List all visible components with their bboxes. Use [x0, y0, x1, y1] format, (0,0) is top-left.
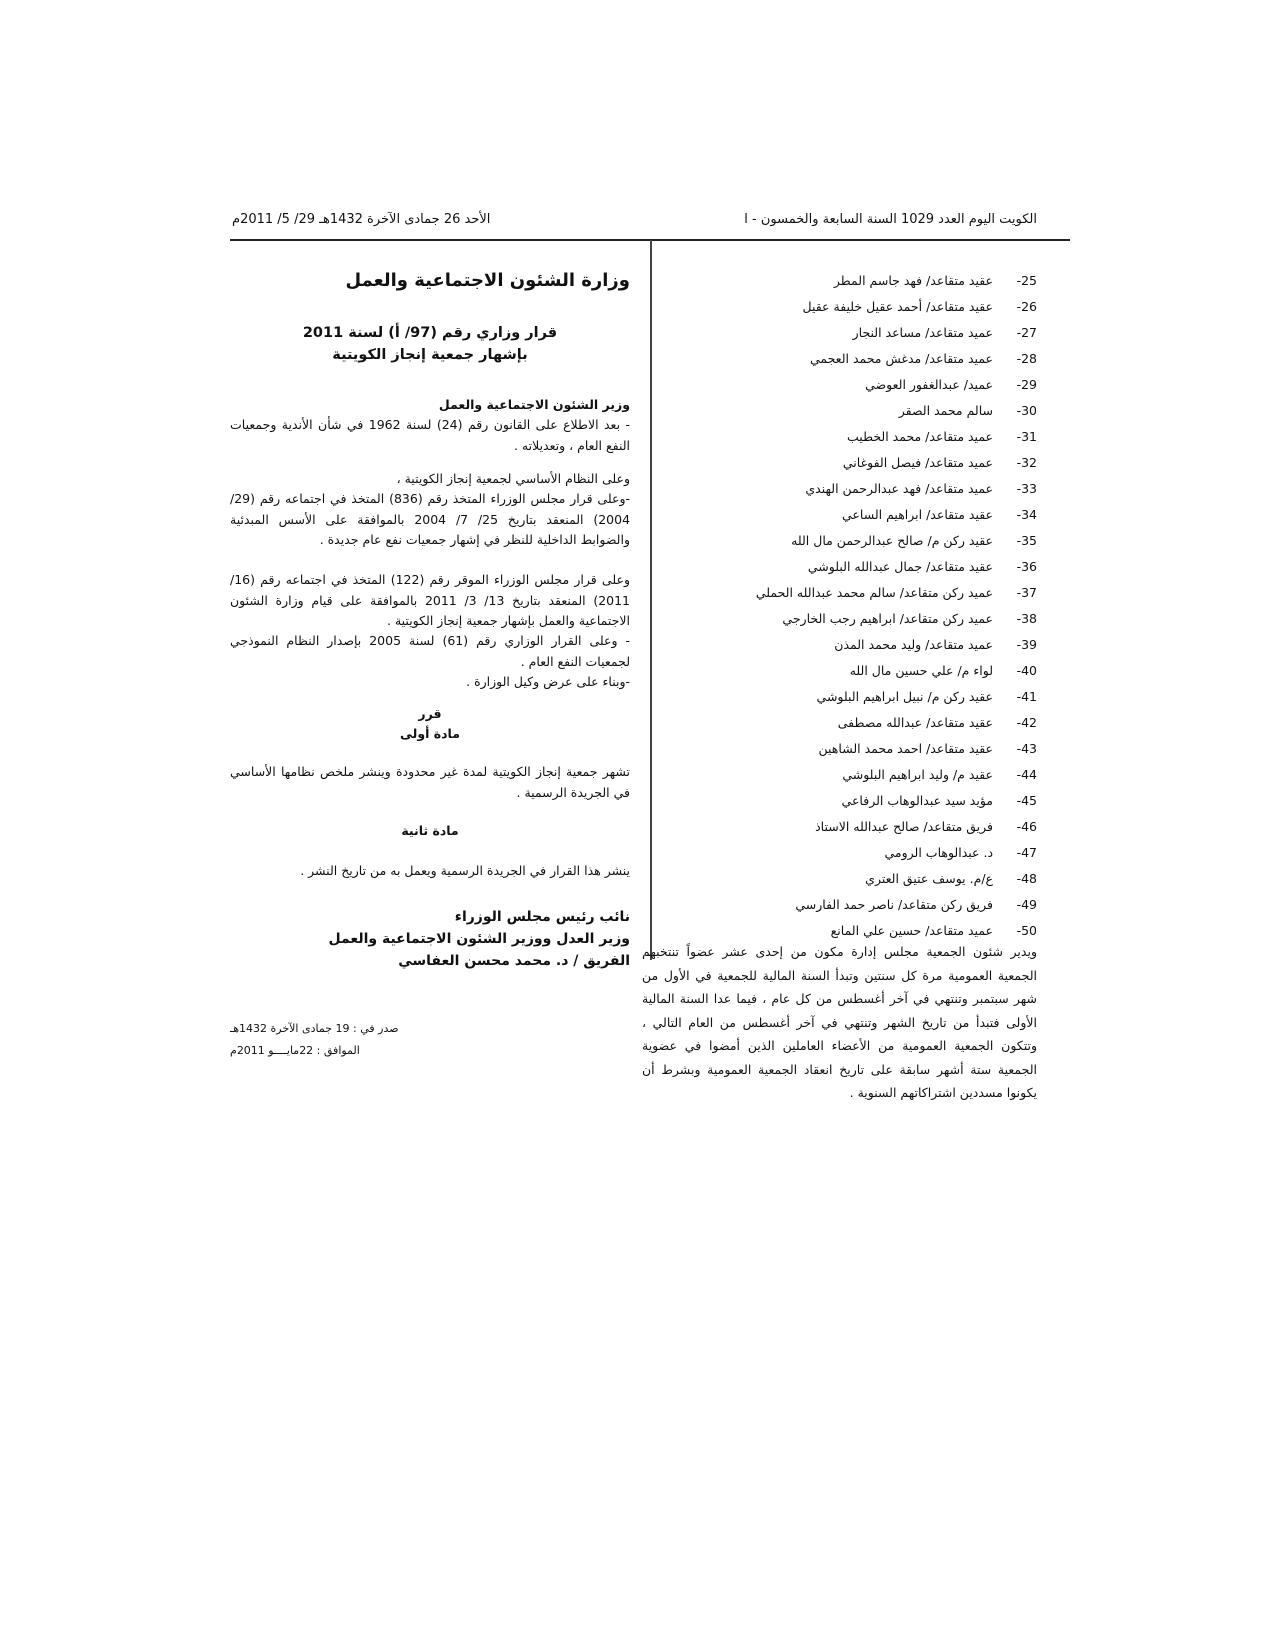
- list-item-number: 29-: [1016, 377, 1037, 392]
- list-item-number: 26-: [1016, 299, 1037, 314]
- list-item: [637, 892, 1037, 918]
- list-item: [637, 268, 1037, 294]
- list-item: [637, 398, 1037, 424]
- list-item-text: عقيد متقاعد/ أحمد عقيل خليفة عقيل: [802, 299, 994, 314]
- list-item-text: عميد متقاعد/ فيصل الفوغاني: [842, 455, 994, 470]
- list-item: [637, 476, 1037, 502]
- list-item-text: مؤيد سيد عبدالوهاب الرفاعي: [841, 793, 994, 808]
- board-paragraph: ويدير شئون الجمعية مجلس إدارة مكون من إحدى عشر عضواً تنتخبهم الجمعية العمومية مرة كل سنتين وتبدأ السنة المالية للجمعية في الأول من شهر سبتمبر وتنتهي في آخر أغسطس من كل عام ، فيما عدا السنة المالية الأولى فتبدأ من تاريخ الشهر وتنتهي في آخر أغسطس من العام التالي ، وتتكون الجمعية العمومية من الأعضاء العاملين الذين أمضوا في عضوية الجمعية ستة أشهر سابقة على تاريخ انعقاد الجمعية العمومية وبشرط أن يكونوا مسددين اشتراكاتهم السنوية .: [642, 944, 1037, 1100]
- list-item-number: 34-: [1016, 507, 1037, 522]
- list-item-text: د. عبدالوهاب الرومي: [884, 845, 994, 860]
- list-item-number: 30-: [1016, 403, 1037, 418]
- list-item-number: 49-: [1016, 897, 1037, 912]
- issue-date-gregorian: الموافق : 22مايــــو 2011م: [230, 1044, 360, 1057]
- issue-date-block: [230, 1018, 630, 1062]
- list-item: [637, 580, 1037, 606]
- decision-subject: بإشهار جمعية إنجاز الكويتية: [332, 347, 528, 363]
- list-item-number: 45-: [1016, 793, 1037, 808]
- list-item: [637, 658, 1037, 684]
- list-item: [637, 710, 1037, 736]
- list-item: [637, 606, 1037, 632]
- list-item-number: 48-: [1016, 871, 1037, 886]
- signatory-title: نائب رئيس مجلس الوزراء: [454, 909, 630, 925]
- article-one-text: تشهر جمعية إنجاز الكويتية لمدة غير محدودة وينشر ملخص نظامها الأساسي في الجريدة الرسمية .: [230, 764, 630, 800]
- list-item-text: لواء م/ علي حسين مال الله: [849, 663, 994, 678]
- list-item-number: 41-: [1016, 689, 1037, 704]
- decided-heading: قرر: [418, 706, 442, 721]
- preamble-paragraph: - بعد الاطلاع على القانون رقم (24) لسنة 1962 في شأن الأندية وجمعيات النفع العام ، وتعديلاته .: [230, 417, 630, 453]
- list-item-text: عقيد ركن م/ نبيل ابراهيم البلوشي: [816, 689, 994, 704]
- signature-block: [230, 906, 630, 972]
- list-item-text: عميد متقاعد/ مدغش محمد العجمي: [809, 351, 994, 366]
- list-item: [637, 502, 1037, 528]
- header-issue-info: الكويت اليوم العدد 1029 السنة السابعة والخمسون - ا: [744, 212, 1037, 227]
- list-item-number: 32-: [1016, 455, 1037, 470]
- article-two-title: مادة ثانية: [401, 823, 459, 838]
- list-item-number: 36-: [1016, 559, 1037, 574]
- preamble-paragraph: -وبناء على عرض وكيل الوزارة .: [466, 674, 630, 689]
- list-item-text: عميد متقاعد/ مساعد النجار: [852, 325, 994, 340]
- list-item-number: 33-: [1016, 481, 1037, 496]
- signatory-position: وزير العدل ووزير الشئون الاجتماعية والعمل: [328, 931, 630, 947]
- list-item-text: عميد ركن متقاعد/ ابراهيم رجب الخارجي: [782, 611, 994, 626]
- list-item: [637, 814, 1037, 840]
- list-item-text: عميد متقاعد/ حسين علي المانع: [830, 923, 994, 938]
- list-item-text: عميد متقاعد/ محمد الخطيب: [847, 429, 994, 444]
- list-item-text: عميد/ عبدالغفور العوضي: [865, 377, 994, 392]
- list-item-number: 42-: [1016, 715, 1037, 730]
- list-item: [637, 450, 1037, 476]
- list-item-text: عقيد متقاعد/ عبدالله مصطفى: [837, 715, 994, 730]
- preamble-paragraph: - وعلى القرار الوزاري رقم (61) لسنة 2005 بإصدار النظام النموذجي لجمعيات النفع العام .: [230, 633, 630, 669]
- list-item-text: عقيد متقاعد/ فهد جاسم المطر: [833, 273, 994, 288]
- list-item-text: عقيد ركن م/ صالح عبدالرحمن مال الله: [791, 533, 994, 548]
- list-item-number: 31-: [1016, 429, 1037, 444]
- list-item-number: 43-: [1016, 741, 1037, 756]
- article-two-text: ينشر هذا القرار في الجريدة الرسمية ويعمل به من تاريخ النشر .: [300, 863, 630, 878]
- list-item-number: 25-: [1016, 273, 1037, 288]
- list-item: [637, 346, 1037, 372]
- list-item: [637, 632, 1037, 658]
- article-one-title: مادة أولى: [400, 726, 460, 741]
- list-item: [637, 840, 1037, 866]
- list-item-text: ع/م. يوسف عتيق العتري: [865, 871, 994, 886]
- list-item-text: سالم محمد الصقر: [898, 403, 994, 418]
- list-item: [637, 424, 1037, 450]
- list-item-text: عقيد متقاعد/ احمد محمد الشاهين: [818, 741, 994, 756]
- list-item: [637, 294, 1037, 320]
- list-item: [637, 372, 1037, 398]
- list-item-text: عقيد متقاعد/ ابراهيم الساعي: [842, 507, 994, 522]
- minister-title: وزير الشئون الاجتماعية والعمل: [438, 397, 630, 412]
- decision-number: قرار وزاري رقم (97/ أ) لسنة 2011: [302, 325, 558, 341]
- list-item-text: عقيد م/ وليد ابراهيم البلوشي: [842, 767, 994, 782]
- list-item: [637, 762, 1037, 788]
- members-list: [637, 268, 1037, 944]
- signatory-name: الفريق / د. محمد محسن العفاسي: [398, 953, 630, 969]
- preamble-paragraph: وعلى قرار مجلس الوزراء الموقر رقم (122) المتخذ في اجتماعه رقم (16/ 2011) المنعقد بتاريخ 13/ 3/ 2011 بالموافقة على قيام وزارة الشئون الاجتماعية والعمل بإشهار جمعية إنجاز الكويتية .: [230, 572, 631, 628]
- list-item-text: عميد ركن متقاعد/ سالم محمد عبدالله الحملي: [755, 585, 994, 600]
- list-item-number: 27-: [1016, 325, 1037, 340]
- preamble-paragraph: وعلى النظام الأساسي لجمعية إنجاز الكويتية ،: [396, 471, 630, 486]
- list-item-text: عقيد متقاعد/ جمال عبدالله البلوشي: [807, 559, 994, 574]
- list-item: [637, 554, 1037, 580]
- list-item-text: فريق متقاعد/ صالح عبدالله الاستاذ: [815, 819, 994, 834]
- list-item-text: فريق ركن متقاعد/ ناصر حمد الفارسي: [795, 897, 994, 912]
- list-item: [637, 684, 1037, 710]
- list-item: [637, 736, 1037, 762]
- list-item-number: 46-: [1016, 819, 1037, 834]
- issue-date-hijri: صدر في : 19 جمادى الآخرة 1432هـ: [230, 1022, 399, 1035]
- list-item-number: 50-: [1016, 923, 1037, 938]
- list-item-number: 37-: [1016, 585, 1037, 600]
- list-item: [637, 320, 1037, 346]
- list-item-number: 38-: [1016, 611, 1037, 626]
- list-item: [637, 788, 1037, 814]
- list-item-number: 40-: [1016, 663, 1037, 678]
- list-item-number: 44-: [1016, 767, 1037, 782]
- list-item: [637, 528, 1037, 554]
- ministry-heading: وزارة الشئون الاجتماعية والعمل: [345, 270, 630, 291]
- preamble-paragraph: -وعلى قرار مجلس الوزراء المتخذ رقم (836) المتخذ في اجتماعه رقم (29/ 2004) المنعقد بتاريخ 25/ 7/ 2004 بالموافقة على الأسس المبدئية والضوابط الداخلية للنظر في إشهار جمعيات نفع عام جديدة .: [230, 491, 631, 547]
- list-item: [637, 866, 1037, 892]
- list-item-number: 47-: [1016, 845, 1037, 860]
- list-item-text: عميد متقاعد/ فهد عبدالرحمن الهندي: [805, 481, 994, 496]
- header-date: الأحد 26 جمادى الآخرة 1432هـ 29/ 5/ 2011م: [232, 212, 491, 227]
- decision-title: [230, 322, 630, 366]
- list-item-number: 39-: [1016, 637, 1037, 652]
- list-item-number: 35-: [1016, 533, 1037, 548]
- list-item-text: عميد متقاعد/ وليد محمد المذن: [834, 637, 994, 652]
- list-item-number: 28-: [1016, 351, 1037, 366]
